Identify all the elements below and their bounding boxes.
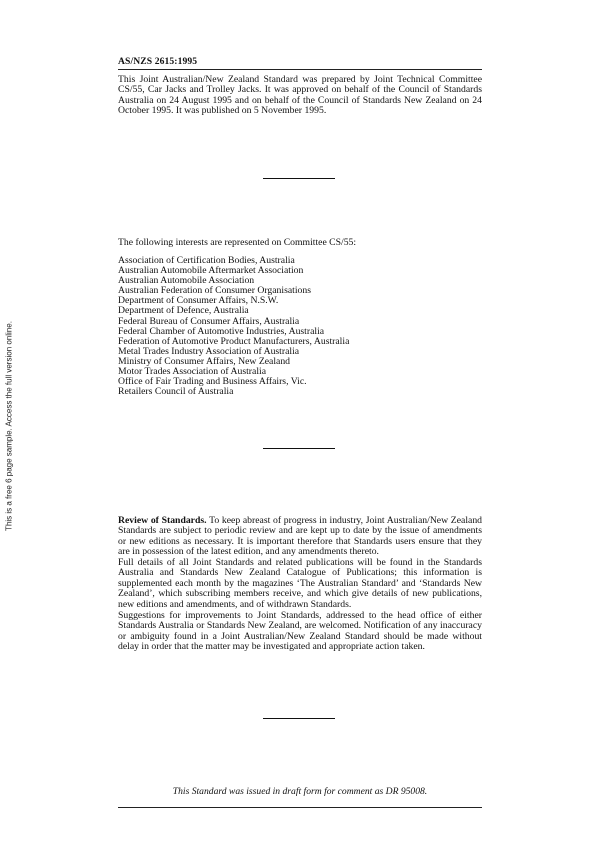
list-item: Department of Consumer Affairs, N.S.W. — [118, 295, 279, 307]
publications-paragraph: Full details of all Joint Standards and related publications will be found in the Standards Australia and Standards New Zealand Catalogue of Publications; this information is supplemented each month by the magazines ‘The Australian Standard’ and ‘Standards New Zealand’, which subscribing members receive, and which give details of new publications, new editions and amendments, and of withdrawn Standards. — [118, 557, 482, 610]
section-divider-2 — [263, 448, 335, 449]
list-item: Motor Trades Association of Australia — [118, 366, 266, 378]
suggestions-paragraph: Suggestions for improvements to Joint Standards, addressed to the head office of either Standards Australia or Standards New Zealand, are welcomed. Notification of any inaccuracy or ambiguity found in a Joint Australian/New Zealand Standard should be made without delay in order that the matter may be investigated and appropriate action taken. — [118, 610, 482, 653]
list-item: Department of Defence, Australia — [118, 305, 249, 317]
committee-organization-list — [118, 256, 482, 397]
sample-notice — [2, 318, 16, 533]
intro-paragraph: This Joint Australian/New Zealand Standard was prepared by Joint Technical Committee CS/55, Car Jacks and Trolley Jacks. It was approved on behalf of the Council of Standards Australia on 24 August 1995 and on behalf of the Council of Standards New Zealand on 24 October 1995. It was published on 5 November 1995. — [118, 74, 482, 117]
header-rule — [118, 69, 482, 70]
list-item: Australian Federation of Consumer Organisations — [118, 285, 311, 297]
footer-rule — [118, 807, 482, 808]
section-divider-1 — [263, 178, 335, 179]
list-item: Australian Automobile Association — [118, 275, 255, 287]
list-item: Office of Fair Trading and Business Affairs, Vic. — [118, 376, 307, 388]
list-item: Australian Automobile Aftermarket Association — [118, 265, 304, 277]
review-heading: Review of Standards. — [118, 515, 207, 526]
document-id: AS/NZS 2615:1995 — [118, 56, 198, 67]
list-item: Retailers Council of Australia — [118, 386, 234, 398]
review-text: To keep abreast of progress in industry, Joint Australian/New Zealand Standards are subject to periodic review and are kept up to date by the issue of amendments or new editions as necessary. It is important therefore that Standards users ensure that they are in possession of the latest edition, and any amendments thereto. — [118, 515, 483, 558]
list-item: Federation of Automotive Product Manufacturers, Australia — [118, 335, 350, 347]
sample-notice-text: This is a free 6 page sample. Access the full version online. — [4, 320, 14, 531]
section-divider-3 — [263, 718, 335, 719]
list-item: Metal Trades Industry Association of Australia — [118, 345, 300, 357]
committee-intro: The following interests are represented on Committee CS/55: — [118, 237, 357, 248]
review-paragraph — [118, 516, 482, 558]
list-item: Federal Bureau of Consumer Affairs, Australia — [118, 315, 300, 327]
list-item: Federal Chamber of Automotive Industries, Australia — [118, 325, 325, 337]
list-item: Association of Certification Bodies, Australia — [118, 255, 295, 266]
draft-note: This Standard was issued in draft form for comment as DR 95008. — [172, 786, 428, 797]
list-item: Ministry of Consumer Affairs, New Zealand — [118, 355, 291, 367]
